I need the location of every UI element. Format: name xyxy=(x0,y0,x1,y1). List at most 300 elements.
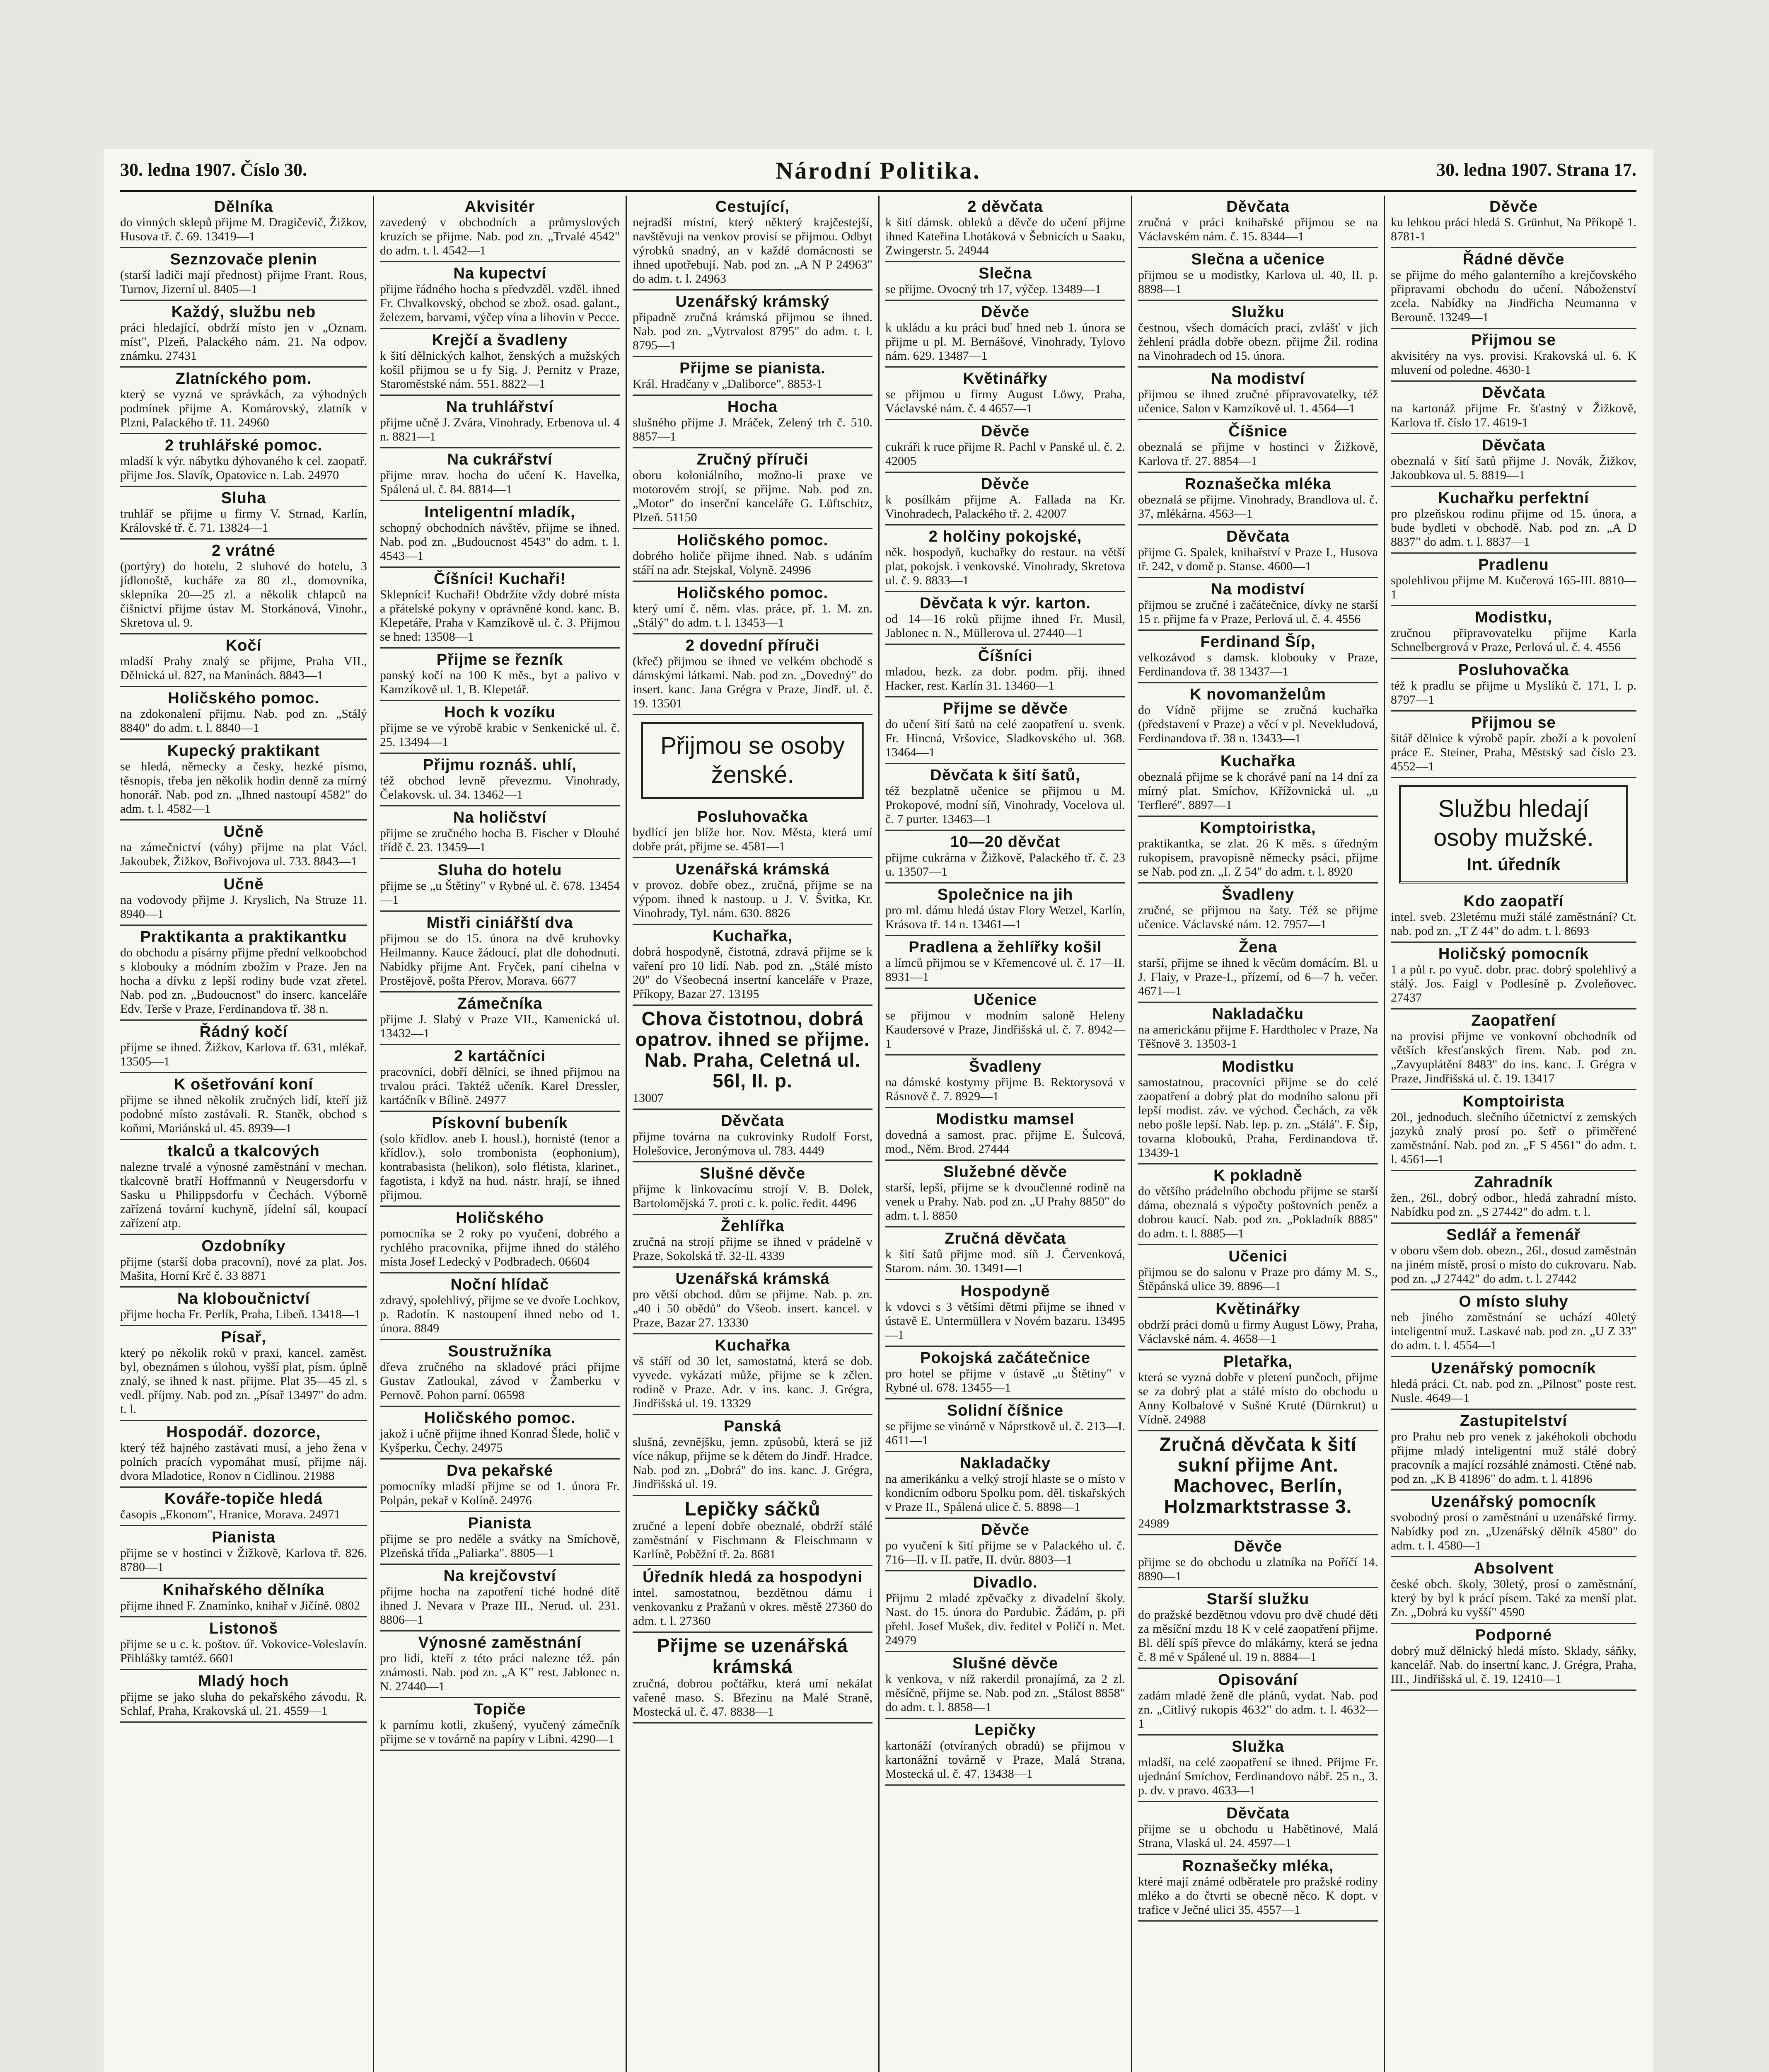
ad-body: (portýry) do hotelu, 2 sluhové do hotelu, 3 jídlonoště, kucháře za 80 zl., domovníka, sklepníka 20—25 zl. a několik chlapců na čišnictví přijme ústav M. Storkánová, Vinohr., Skretova ul. 9. xyxy=(120,559,367,629)
classified-ad xyxy=(1391,382,1636,434)
ad-body: též k pradlu se přijme u Myslíků č. 171, I. p. 8797—1 xyxy=(1391,679,1636,707)
classified-ad xyxy=(885,1399,1125,1452)
ad-heading: Holičského xyxy=(456,1209,544,1227)
ad-heading: Dva pekařské xyxy=(446,1462,553,1479)
ad-body: schopný obchodních návštěv, přijme se ihned. Nab. pod zn. „Budoucnost 4543" do adm. t. l. 4543—1 xyxy=(380,521,620,563)
issue-date-left: 30. ledna 1907. Číslo 30. xyxy=(120,160,307,180)
ad-heading: Zaopatření xyxy=(1471,1012,1556,1029)
ad-body: přijme se ve výrobě krabic v Senkenické ul. č. 25. 13494—1 xyxy=(380,721,620,749)
ad-body: přijme (starší doba pracovní), nové za plat. Jos. Mašita, Horní Krč č. 33 8871 xyxy=(120,1255,367,1283)
ad-heading: Děvčata xyxy=(1482,384,1545,402)
ad-heading: Seznzovače plenin xyxy=(170,251,317,268)
classified-ad xyxy=(885,936,1125,989)
ad-heading: Švadleny xyxy=(969,1058,1042,1075)
ad-heading: Na truhlářství xyxy=(446,398,553,416)
ad-body: k šití šatů přijme mod. síň J. Červenková, Starom. nám. 30. 13491—1 xyxy=(885,1247,1125,1275)
ad-body: na zdokonalení přijmu. Nab. pod zn. „Stálý 8840" do adm. t. l. 8840—1 xyxy=(120,707,367,735)
classified-ad xyxy=(885,368,1125,420)
ad-heading: Slušné děvče xyxy=(952,1655,1058,1672)
ad-heading: Hospodář. dozorce, xyxy=(166,1423,321,1441)
ad-body: k ukládu a ku práci buď hned neb 1. února se přijme u pl. M. Bernášové, Vinohrady, Tylovo nám. 629. 13487—1 xyxy=(885,321,1125,363)
ad-body: přijme se u obchodu u Habětinové, Malá Strana, Vlaská ul. 24. 4597—1 xyxy=(1138,1822,1378,1850)
ad-body: pro ml. dámu hledá ústav Flory Wetzel, Karlín, Krásova tř. 14 n. 13461—1 xyxy=(885,903,1125,931)
ad-body: se přijmou v modním saloně Heleny Kaudersové v Praze, Jindřišská ul. č. 7. 8942—1 xyxy=(885,1009,1125,1051)
ad-body: od 14—16 roků přijme ihned Fr. Musil, Jablonec n. N., Müllerova ul. 27440—1 xyxy=(885,612,1125,640)
ad-column-1 xyxy=(120,196,373,2072)
ad-body: na amerikánku a velký strojí hlaste se o místo v kondicním odboru Spolku pom. děl. tiskařských v Praze II., Spálená ulice č. 5. 8898—1 xyxy=(885,1472,1125,1514)
issue-date-right: 30. ledna 1907. Strana 17. xyxy=(1436,160,1636,180)
classified-ad xyxy=(1138,1351,1378,1431)
ad-heading: Hoch k vozíku xyxy=(444,704,556,721)
ad-body: přijme se pro neděle a svátky na Smíchově, Plzeňská třída „Paliarka". 8805—1 xyxy=(380,1532,620,1560)
classified-ad xyxy=(120,248,367,301)
ad-body: na provisi přijme ve vonkovní obchodník od větších křesťanských firem. Nab. pod zn. „Zavyuplátění 8483" do ins. kanc. J. Grégra v Praze, Jindřišská ul. č. 19. 13417 xyxy=(1391,1029,1636,1085)
ad-heading: Noční hlídač xyxy=(450,1276,549,1293)
ad-heading: Pianista xyxy=(468,1515,532,1532)
ad-body: (starší ladiči mají přednost) přijme Frant. Rous, Turnov, Jizerní ul. 8405—1 xyxy=(120,268,367,296)
ad-heading: Topiče xyxy=(474,1701,526,1718)
ad-heading: Dělníka xyxy=(214,198,273,215)
ad-body: do pražské bezdětnou vdovu pro dvě chudé děti za měsíční mzdu 18 K v celé zaopatření přijme. Bl. dělí spíš převce do mlákárny, která se jedna č. 8 mé v Spálené ul. 19 n. 8884—1 xyxy=(1138,1608,1378,1664)
classified-ad xyxy=(120,1421,367,1488)
ad-body: slušná, zevnějšku, jemn. způsobů, která se již více nákup, přijme se k dětem do Jindř. Hradce. Nab. pod zn. „Dobrá" do ins. kanc. J. Grégra, Jindřišská ul. 19. xyxy=(633,1435,872,1491)
ad-body: též bezplatně učenice se přijmou u M. Prokopové, modní síň, Vinohrady, Vocelova ul. č. 7 purter. 13463—1 xyxy=(885,784,1125,826)
ad-heading: Pradlena a žehlířky košil xyxy=(909,939,1102,956)
classified-ad xyxy=(120,926,367,1021)
ad-body: do vinných sklepů přijme M. Dragičevič, Žižkov, Husova tř. č. 69. 13419—1 xyxy=(120,215,367,243)
ad-body: panský kočí na 100 K měs., byt a palivo v Kamzíkově ul. 1, B. Klepetář. xyxy=(380,668,620,696)
classified-ad xyxy=(1391,1491,1636,1557)
classified-ad xyxy=(1138,817,1378,884)
ad-body: 20l., jednoduch. slečního účetnictví z zemských jazyků znalý prosí po. šetř o přiměřené zaměstnání. Nab. pod zn. „F S 4561" do adm. t. l. 4561—1 xyxy=(1391,1110,1636,1166)
ad-heading: Kuchařka, xyxy=(713,927,793,945)
ad-body: po vyučení k šití přijme se v Palackého ul. č. 716—II. v II. patře, II. dvůr. 8803—1 xyxy=(885,1539,1125,1566)
ad-body: přijme se zručného hocha B. Fischer v Dlouhé třídě č. 23. 13459—1 xyxy=(380,826,620,854)
classified-ad xyxy=(1138,1431,1378,1535)
ad-body: přijme ihned F. Znamínko, knihař v Jičíně. 0802 xyxy=(120,1599,360,1612)
classified-ad xyxy=(633,396,872,448)
ad-body: který po několik roků v praxi, kancel. zaměst. byl, obeznámen s úlohou, vyšší plat, písm. úplně znalý, se ihned k nast. přijme. Plat 35—45 zl. s vedl. příjmy. Nab. pod zn. „Písař 13497" do adm. t. l. xyxy=(120,1346,367,1416)
ad-heading: Akvisitér xyxy=(464,198,535,215)
classified-ad xyxy=(1391,1410,1636,1491)
ad-heading: Učně xyxy=(223,823,264,840)
ad-body: přijme se do obchodu u zlatníka na Poříčí 14. 8890—1 xyxy=(1138,1555,1378,1583)
ad-heading: Nakladačky xyxy=(959,1455,1051,1472)
section-heading-female: Přijmou se osoby ženské. xyxy=(641,722,864,799)
ad-body: bydlící jen blíže hor. Nov. Města, která umí dobře prát, přijme se. 4581—1 xyxy=(633,825,872,853)
ad-heading: Solidní číšnice xyxy=(947,1402,1064,1419)
ad-body: pro větší obchod. dům se přijme. Nab. p. zn. „40 i 50 obědů" do Všeob. insert. kancel. v Praze, Bazar 27. 13330 xyxy=(633,1288,872,1329)
ad-heading: Děvče xyxy=(981,1521,1030,1539)
ad-body: na dámské kostymy přijme B. Rektorysová v Rásnově č. 7. 8929—1 xyxy=(885,1075,1125,1103)
classified-ad xyxy=(1138,578,1378,631)
ad-heading: Kočí xyxy=(225,637,262,654)
ad-body: se přijme do mého galanterního a krejčovského připravami obchodu do učení. Náboženství zcela. Nabídky na Jindřicha Neumanna v Berouně. 13249—1 xyxy=(1391,268,1636,324)
ad-heading: Roznašečka mléka xyxy=(1184,475,1332,493)
ad-body: něk. hospodyň, kuchařky do restaur. na větší plat, pokojsk. i venkovské. Vinohrady, Skretova ul. č. 9. 8833—1 xyxy=(885,545,1125,587)
classified-ad xyxy=(633,1633,872,1723)
classified-ad xyxy=(1391,712,1636,778)
ad-body: připadně zručná krámská přijmou se ihned. Nab. pod zn. „Vytrvalost 8795" do adm. t. l. 8795—1 xyxy=(633,310,872,352)
ad-body: přijmou se do salonu v Praze pro dámy M. S., Štěpánská ulice 39. 8896—1 xyxy=(1138,1265,1378,1293)
ad-heading: Zručný příruči xyxy=(696,451,809,468)
ad-heading: Uzenářský pomocník xyxy=(1431,1360,1596,1377)
classified-ad xyxy=(633,858,872,925)
ad-body: přijme k linkovacímu strojí V. B. Dolek, Bartolomějská 7. proti c. k. polic. ředit. 4496 xyxy=(633,1182,872,1210)
ad-body: přijme se ihned několik zručných lidí, kteří již podobné místo zastávali. R. Staněk, obchod s koňmi, Mariánská ul. 45. 8939—1 xyxy=(120,1093,367,1135)
classified-ad xyxy=(1138,1736,1378,1802)
ad-body: která se vyzná dobře v pletení punčoch, přijme se za dobrý plat a stálé místo do obchodu u Anny Kolbalové v Sušné Kruté (Dürnkrut) u Vídně. 24988 xyxy=(1138,1370,1378,1426)
classified-ad xyxy=(885,196,1125,262)
ad-heading: Listonoš xyxy=(209,1620,278,1637)
ad-heading: Zámečníka xyxy=(457,995,543,1012)
classified-ad xyxy=(120,487,367,540)
ad-body: který umí č. něm. vlas. práce, př. 1. M. zn. „Stálý" do adm. t. l. 13453—1 xyxy=(633,602,872,629)
ad-heading: Slečna xyxy=(979,265,1032,282)
classified-ad xyxy=(1391,1224,1636,1290)
ad-body: přijme se u c. k. poštov. úř. Vokovice-Voleslavín. Přihlášky tamtéž. 6601 xyxy=(120,1637,367,1665)
classified-ad xyxy=(633,1162,872,1215)
classified-ad xyxy=(633,1110,872,1162)
classified-ad xyxy=(120,1021,367,1073)
classified-ad xyxy=(1391,1357,1636,1410)
ad-heading: Ozdobníky xyxy=(201,1237,286,1255)
classified-ad xyxy=(885,301,1125,368)
ad-heading: Hocha xyxy=(727,398,778,416)
classified-ad xyxy=(1138,1855,1378,1922)
classified-ad xyxy=(1138,473,1378,525)
ad-heading: Inteligentní mladík, xyxy=(424,503,575,521)
classified-ad xyxy=(1391,1290,1636,1357)
ad-heading: Děvčata xyxy=(1226,1805,1290,1822)
ad-body: dřeva zručného na skladové práci přijme Gustav Zatloukal, závod v Žamberku v Pernově. Pohon parní. 06598 xyxy=(380,1360,620,1402)
classified-ad xyxy=(885,1519,1125,1571)
ad-body: slušného přijme J. Mráček, Zelený trh č. 510. 8857—1 xyxy=(633,416,872,443)
classified-ad xyxy=(1138,1669,1378,1736)
ad-heading: 2 dovední příruči xyxy=(685,637,820,654)
ad-body: praktikantka, se zlat. 26 K měs. s úředným rukopisem, pravopisně německy psáci, přijme se Nab. pod zn. „I. Z 54" do adm. t. l. 8920 xyxy=(1138,837,1378,879)
ad-body: též obchod levně převezmu. Vinohrady, Čelakovsk. ul. 34. 13462—1 xyxy=(380,774,620,801)
classified-ad xyxy=(380,1460,620,1512)
classified-ad xyxy=(380,262,620,329)
ad-body: svobodný prosí o zaměstnání u uzenářské firmy. Nabídky pod zn. „Uzenářský dělník 4580" do adm. t. l. 4580—1 xyxy=(1391,1510,1636,1552)
ad-heading: Kupecký praktikant xyxy=(167,742,320,760)
classified-ad xyxy=(120,540,367,634)
classified-ad xyxy=(885,1108,1125,1161)
classified-ad xyxy=(380,1512,620,1565)
classified-ad xyxy=(885,831,1125,884)
classified-ad xyxy=(1138,1802,1378,1855)
ad-heading: Sluha xyxy=(221,489,266,507)
classified-ad xyxy=(380,329,620,396)
classified-ad xyxy=(1391,1557,1636,1624)
ad-heading: Výnosné zaměstnání xyxy=(418,1634,582,1651)
ad-body: do obchodu a písárny přijme přední velkoobchod s klobouky a módním zbožím v Praze. Jen na hocha a dívku z lepší rodiny bude vzat zřetel. Nab. pod zn. „Budoucnost" do inserc. kanceláře Edv. Terše v Praze, Ferdinandova tř. 38 n. xyxy=(120,946,367,1016)
classified-ad xyxy=(633,1415,872,1496)
classified-ad xyxy=(1138,368,1378,420)
ad-body: velkozávod s damsk. klobouky v Praze, Ferdinandova tř. 38 13437—1 xyxy=(1138,651,1378,678)
ad-body: obdrží práci domů u firmy August Löwy, Praha, Václavské nám. 4. 4658—1 xyxy=(1138,1318,1378,1346)
ad-heading: Švadleny xyxy=(1222,886,1294,903)
ad-heading: Holičského pomoc. xyxy=(677,584,829,602)
ad-heading: Zručná děvčata xyxy=(945,1230,1066,1247)
ad-heading: Mistři ciniářští dva xyxy=(426,914,573,932)
classified-ad xyxy=(120,1617,367,1670)
ad-body: na americkánu přijme F. Hardtholec v Praze, Na Těšnově 3. 13503-1 xyxy=(1138,1023,1378,1051)
classified-ad xyxy=(633,1268,872,1334)
ad-heading: Zastupitelství xyxy=(1460,1412,1567,1430)
classified-ad xyxy=(1391,487,1636,554)
classified-ad xyxy=(1138,750,1378,817)
classified-ad xyxy=(885,262,1125,301)
ad-body: jakož i učně přijme ihned Konrad Šlede, holič v Kyšperku, Čechy. 24975 xyxy=(380,1427,620,1455)
classified-ad xyxy=(380,1045,620,1112)
classified-ad xyxy=(120,1526,367,1579)
classified-ad xyxy=(633,196,872,290)
ad-heading: Děvčata k výr. karton. xyxy=(920,595,1091,612)
ad-heading: 2 holčiny pokojské, xyxy=(928,528,1082,545)
ad-body: pomocníka se 2 roky po vyučení, dobrého a rychlého pracovníka, přijme ihned do stálého místa Josef Ledecký v Podbradech. 06604 xyxy=(380,1227,620,1268)
ad-body: obeznalá se přijme. Vinohrady, Brandlova ul. č. 37, mlékárna. 4563—1 xyxy=(1138,493,1378,520)
ad-heading: Uzenářská krámská xyxy=(675,861,830,878)
ad-body: přijmou se do 15. února na dvě kruhovky Heilmanny. Kauce žádoucí, plat dle dohodnutí. Nabídky přijme Ant. Fryček, paní cihelna v Prostějově, pošta Přerov, Morava. 6677 xyxy=(380,932,620,988)
classified-ad xyxy=(380,649,620,701)
newspaper-title: Národní Politika. xyxy=(776,157,981,184)
ad-body: dobrého holiče přijme ihned. Nab. s udáním stáří na adr. Stejskal, Volyně. 24996 xyxy=(633,549,872,577)
classified-ad xyxy=(885,473,1125,525)
ad-heading: Na cukrářství xyxy=(447,451,553,468)
classified-ad xyxy=(120,1670,367,1723)
ad-heading: Pradlenu xyxy=(1478,556,1549,574)
classified-ad xyxy=(120,1579,367,1617)
ad-body: žen., 26l., dobrý odbor., hledá zahradní místo. Nabídku pod zn. „S 27442" do adm. t. l. xyxy=(1391,1191,1636,1219)
ad-heading: Děvče xyxy=(981,423,1030,440)
ad-heading: Přijme se pianista. xyxy=(679,360,826,377)
classified-ad xyxy=(1138,420,1378,473)
ad-body: 24989 xyxy=(1138,1517,1169,1530)
ad-heading: Kuchařka xyxy=(1220,753,1296,770)
ad-heading: Přijme se děvče xyxy=(943,700,1068,717)
ad-body: přijme se v hostinci v Žižkově, Karlova tř. 826. 8780—1 xyxy=(120,1546,367,1574)
ad-body: neb jiného zaměstnání se uchází 40letý inteligentní muž. Laskavé nab. pod zn. „U Z 33" do adm. t. l. 4554—1 xyxy=(1391,1310,1636,1352)
ad-body: přijme se jako sluha do pekařského závodu. R. Schlaf, Praha, Krakovská ul. 21. 4559—1 xyxy=(120,1690,367,1718)
ad-heading: Zlatníckého pom. xyxy=(175,370,312,387)
ad-body: přijme cukrárna v Žižkově, Palackého tř. č. 23 u. 13507—1 xyxy=(885,851,1125,879)
classified-ad xyxy=(885,1055,1125,1108)
ad-heading: Služku xyxy=(1231,303,1285,321)
classified-ad xyxy=(1391,606,1636,659)
ad-heading: Starší služku xyxy=(1206,1590,1310,1608)
ad-body: obeznalá přijme se k chorávé paní na 14 dní za mírný plat. Smíchov, Křížovnická ul. „u Terfleré". 8897—1 xyxy=(1138,770,1378,812)
category-label: Int. úředník xyxy=(1467,854,1561,874)
masthead xyxy=(120,157,1636,192)
ad-body: pro lidi, kteří z této práci nalezne též. pán známosti. Nab. pod zn. „A K" rest. Jablonec n. N. 27440—1 xyxy=(380,1651,620,1693)
ad-heading: 2 vrátné xyxy=(212,542,276,559)
classified-ad xyxy=(380,448,620,501)
classified-ad xyxy=(885,1227,1125,1280)
ad-body: přijme G. Spalek, knihařství v Praze I., Husova tř. 242, v domě p. Stanse. 4600—1 xyxy=(1138,545,1378,573)
ad-heading: Na modiství xyxy=(1211,370,1305,387)
ad-body: do učení šití šatů na celé zaopatření u. svenk. Fr. Hincná, Vršovice, Sladkovského ul. 368. 13464—1 xyxy=(885,717,1125,759)
ad-body: přijme se „u Štětiny" v Rybné ul. č. 678. 13454—1 xyxy=(380,879,620,907)
ad-heading: Lepičky xyxy=(974,1721,1036,1739)
classified-ad xyxy=(1138,1588,1378,1669)
ad-body: který se vyzná ve správkách, za výhodných podmínek přijme A. Komárovský, zlatník v Plzni, Palackého tř. 11. 24960 xyxy=(120,387,367,429)
classified-ad xyxy=(120,1235,367,1288)
ad-body: zručné a lepení dobře obeznalé, obdrží stálé zaměstnání v Fischmann & Fleischmann v Karlíně, Poběžní tř. 2a. 8681 xyxy=(633,1519,872,1561)
ad-body: zručná v práci knihařské přijmou se na Václavském nám. č. 15. 8344—1 xyxy=(1138,215,1378,243)
ad-heading: Knihařského dělníka xyxy=(162,1581,325,1599)
ad-heading: Posluhovačka xyxy=(697,808,808,825)
ad-body: k venkova, v níž rakerdil pronajímá, za 2 zl. měsíčně, přijme se. Nab. pod zn. „Stálost 8858" do adm. t. l. 8858—1 xyxy=(885,1672,1125,1714)
classified-ad xyxy=(380,1698,620,1751)
ad-heading: Zručná děvčata k šití sukní přijme Ant. Machovec, Berlín, Holzmarktstrasse 3. xyxy=(1159,1433,1357,1517)
classified-ad xyxy=(1391,1090,1636,1171)
classified-ad xyxy=(380,992,620,1045)
ad-body: přijme mrav. hocha do učení K. Havelka, Spálená ul. č. 84. 8814—1 xyxy=(380,468,620,496)
ad-body: zdravý, spolehlivý, přijme se ve dvoře Lochkov, p. Radotín. K nastoupení ihned nebo od 1. února. 8849 xyxy=(380,1293,620,1335)
classified-ad xyxy=(885,1347,1125,1399)
classified-ad xyxy=(1391,554,1636,606)
ad-heading: Pokojská začátečnice xyxy=(920,1349,1090,1367)
ad-heading: 10—20 děvčat xyxy=(950,833,1061,851)
classified-ad xyxy=(120,368,367,434)
classified-ad xyxy=(1138,196,1378,248)
ad-heading: Společnice na jih xyxy=(937,886,1073,903)
ad-heading: Na krejčovství xyxy=(443,1567,556,1585)
classified-ad xyxy=(380,1273,620,1340)
ad-heading: Modistku, xyxy=(1475,609,1552,626)
ad-heading: Uzenářský pomocník xyxy=(1431,1493,1596,1510)
classified-ad xyxy=(885,1280,1125,1347)
ad-heading: Děvče xyxy=(981,303,1030,321)
ad-body: přijme J. Slabý v Praze VII., Kamenická ul. 13432—1 xyxy=(380,1012,620,1040)
classified-ad xyxy=(633,357,872,396)
ad-heading: Kuchařka xyxy=(715,1337,790,1354)
ad-heading: Hospodyně xyxy=(960,1283,1050,1300)
ad-body: se přijme. Ovocný trh 17, výčep. 13489—1 xyxy=(885,282,1101,296)
ad-heading: Roznašečky mléka, xyxy=(1182,1857,1334,1875)
ad-body: časopis „Ekonom", Hranice, Morava. 24971 xyxy=(120,1508,341,1521)
ad-body: přijme hocha na zapotření tiché hodné dítě ihned J. Nevara v Praze III., Nerud. ul. 231. 8806—1 xyxy=(380,1585,620,1627)
ad-heading: Divadlo. xyxy=(973,1574,1038,1591)
ad-heading: Úředník hledá za hospodyni xyxy=(643,1569,863,1586)
classified-ad xyxy=(885,1652,1125,1719)
ad-body: nejradší místní, který některý krajčestejší, navštěvuji na venkov provisí se přijmou. Odbyt výrobků snadný, an v každé domácnosti se ihned upotřebují. Nab. pod zn. „A N P 24963" do adm. t. l. 24963 xyxy=(633,215,872,286)
ad-body: 1 a půl r. po vyuč. dobr. prac. dobrý spolehlivý a stálý. Jos. Faigl v Podlesíně p. Zvoleňovec. 27437 xyxy=(1391,963,1636,1005)
ad-heading: Děvčata xyxy=(1226,198,1290,215)
ad-column-4 xyxy=(878,196,1131,2072)
ad-heading: Na kloboučnictví xyxy=(177,1290,310,1307)
ad-heading: Kuchařku perfektní xyxy=(1438,489,1589,507)
classified-ad xyxy=(633,1496,872,1566)
ad-heading: K pokladně xyxy=(1213,1167,1303,1184)
ad-body: šitář dělnice k výrobě papír. zboží a k povolení práce E. Steiner, Praha, Městský sad číslo 23. 4552—1 xyxy=(1391,731,1636,773)
classified-ad xyxy=(1391,1171,1636,1224)
ad-body: čestnou, všech domácích prací, zvlášť v jich žehlení prádla dobře obezn. přijme Žil. rodina na Vinohradech od 15. února. xyxy=(1138,321,1378,363)
ad-body: přijmou se ihned zručné přípravovatelky, též učenice. Salon v Kamzíkově ul. 1. 4564—1 xyxy=(1138,387,1378,415)
ad-heading: Sluha do hotelu xyxy=(437,862,562,879)
classified-ad xyxy=(1391,659,1636,712)
ad-body: se přijme se vinárně v Náprstkově ul. č. 213—I. 4611—1 xyxy=(885,1419,1125,1447)
ad-heading: Na modiství xyxy=(1211,581,1305,598)
ad-body: zadám mladé ženě dle plánů, vydat. Nab. pod zn. „Citlivý rukopis 4632" do adm. t. l. 4632—1 xyxy=(1138,1689,1378,1731)
ad-body: přijme se ihned. Žižkov, Karlova tř. 631, mlékař. 13505—1 xyxy=(120,1041,367,1068)
classified-ad xyxy=(633,634,872,715)
classified-ad xyxy=(885,1161,1125,1227)
classified-ad xyxy=(380,1112,620,1207)
ad-heading: Modistku xyxy=(1222,1058,1294,1075)
ad-heading: Na kupectví xyxy=(453,265,546,282)
ad-body: a límců přijmou se v Křemencové ul. č. 17—II. 8931—1 xyxy=(885,956,1125,984)
ad-heading: Žena xyxy=(1239,939,1277,956)
ad-body: do Vídně přijme se zručná kuchařka (představení v Praze) a věcí v pl. Nevekludová, Ferdinandova tř. 38 n. 13433—1 xyxy=(1138,703,1378,745)
ad-heading: Květinářky xyxy=(1216,1300,1300,1318)
classified-ad xyxy=(885,525,1125,592)
ad-body: mladší k výr. nábytku dýhovaného k cel. zaopatř. přijme Jos. Slavík, Opatovice n. Lab. 24970 xyxy=(120,454,367,482)
classified-ad xyxy=(1138,301,1378,368)
ad-heading: Podporné xyxy=(1475,1627,1552,1644)
classified-ad xyxy=(885,645,1125,697)
ad-heading: Chova čistotnou, dobrá opatrov. ihned se přijme. Nab. Praha, Celetná ul. 56l, II. p. xyxy=(635,1008,870,1092)
classified-ad xyxy=(1138,884,1378,936)
classified-ad xyxy=(633,448,872,529)
ad-body: k vdovci s 3 většími dětmi přijme se ihned v ústavě E. Untermüllera v Novém bazaru. 13495—1 xyxy=(885,1300,1125,1342)
ad-heading: Opisování xyxy=(1218,1671,1298,1689)
ad-heading: 2 truhlářské pomoc. xyxy=(164,437,323,454)
ad-body: dobrý muž dělnický hledá místo. Sklady, sáňky, kancelář. Nab. do insertní kanc. J. Grégra, Praha, III., Jindřišská ul. č. 19. 12410—1 xyxy=(1391,1644,1636,1686)
ad-heading: Pískovní bubeník xyxy=(432,1114,568,1132)
ad-heading: Květinářky xyxy=(963,370,1048,387)
classified-ad xyxy=(885,764,1125,831)
ad-heading: Slušné děvče xyxy=(700,1165,805,1182)
ad-heading: 2 kartáčníci xyxy=(454,1048,546,1065)
classified-ad xyxy=(1391,329,1636,382)
ad-heading: Učenice xyxy=(974,991,1037,1009)
classified-ad xyxy=(1138,1164,1378,1245)
ad-heading: Číšníci xyxy=(978,647,1033,665)
classified-ad xyxy=(633,806,872,858)
ad-heading: Přijmou se xyxy=(1471,332,1556,349)
classified-ad xyxy=(120,301,367,368)
classified-ad xyxy=(380,1407,620,1460)
classified-ad xyxy=(120,434,367,487)
ad-body: mladou, hezk. za dobr. podm. přij. ihned Hacker, rest. Karlín 31. 13460—1 xyxy=(885,665,1125,692)
classified-ad xyxy=(1391,248,1636,329)
ad-body: pracovníci, dobří dělníci, se ihned přijmou na trvalou práci. Taktéž učeník. Karel Dressler, kartáčník v Bílině. 24977 xyxy=(380,1065,620,1107)
ad-body: přijmou se u modistky, Karlova ul. 40, II. p. 8898—1 xyxy=(1138,268,1378,296)
ad-heading: Přijme se řezník xyxy=(436,651,563,668)
ad-heading: tkalců a tkalcových xyxy=(167,1143,320,1160)
ad-body: pomocníky mladší přijme se od 1. února Fr. Polpán, pekař v Kolíně. 24976 xyxy=(380,1479,620,1507)
classified-ad xyxy=(1391,196,1636,248)
classified-ad xyxy=(633,290,872,357)
classified-ad xyxy=(1138,683,1378,750)
classified-ad xyxy=(120,1288,367,1326)
ad-body: přijme učně J. Zvára, Vinohrady, Erbenova ul. 4 n. 8821—1 xyxy=(380,416,620,443)
ad-body: přijme hocha Fr. Perlík, Praha, Libeň. 13418—1 xyxy=(120,1307,360,1321)
classified-ad xyxy=(1138,631,1378,683)
classified-ad xyxy=(120,740,367,821)
classified-ad xyxy=(1138,1245,1378,1298)
classified-ad xyxy=(633,1334,872,1415)
classified-ad xyxy=(1391,1009,1636,1090)
classified-ad xyxy=(1391,1624,1636,1691)
ad-heading: Cestující, xyxy=(715,198,790,215)
classified-ad xyxy=(120,1140,367,1235)
ad-body: pro hotel se přijme v ústavě „u Štětiny" v Rybné ul. 678. 13455—1 xyxy=(885,1367,1125,1394)
classified-ad xyxy=(380,859,620,912)
